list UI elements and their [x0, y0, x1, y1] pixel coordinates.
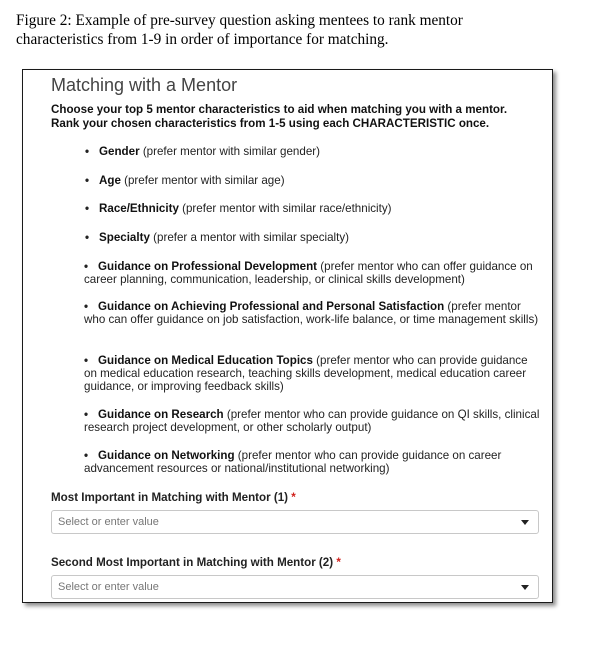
characteristic-desc: (prefer mentor who can offer guidance on career planning, communication, leadership, or clinical skills development) [84, 260, 533, 286]
select-placeholder: Select or enter value [58, 581, 159, 593]
mentor-matching-form [22, 69, 553, 603]
characteristic-item-gender [85, 146, 320, 159]
field-label-text: Most Important in Matching with Mentor (1) [51, 491, 289, 504]
required-marker: * [336, 556, 341, 569]
characteristic-item-age [85, 175, 285, 188]
characteristic-desc: (prefer mentor with similar gender) [139, 145, 320, 158]
caption-line-1: Figure 2: Example of pre-survey question asking mentees to rank mentor [16, 12, 463, 29]
instruction-line-1: Choose your top 5 mentor characteristics to aid when matching you with a mentor. [51, 103, 508, 116]
form-instructions [51, 103, 541, 131]
characteristic-name: Guidance on Research [98, 408, 224, 421]
characteristic-name: Age [99, 174, 121, 187]
bullet-icon: • [85, 145, 90, 158]
required-marker: * [291, 491, 296, 504]
characteristic-name: Guidance on Achieving Professional and Personal Satisfaction [98, 300, 445, 313]
bullet-icon: • [84, 449, 89, 462]
most-important-select[interactable] [51, 510, 539, 534]
field-label-most-important [51, 491, 296, 504]
bullet-icon: • [85, 231, 90, 244]
characteristic-name: Race/Ethnicity [99, 202, 179, 215]
characteristic-name: Specialty [99, 231, 150, 244]
characteristic-desc: (prefer mentor who can provide guidance on career advancement resources or national/institutional networking) [84, 449, 502, 475]
characteristic-desc: (prefer a mentor with similar specialty) [149, 231, 350, 244]
characteristic-item-research [84, 409, 542, 435]
characteristic-desc: (prefer mentor who can offer guidance on job satisfaction, work-life balance, or time management skills) [84, 300, 539, 326]
bullet-icon: • [84, 260, 89, 273]
characteristic-item-race-ethnicity [85, 203, 392, 216]
characteristic-item-satisfaction [84, 301, 542, 327]
figure-caption [16, 11, 576, 49]
bullet-icon: • [84, 408, 89, 421]
characteristic-item-medical-education [84, 355, 542, 393]
instruction-line-2: Rank your chosen characteristics from 1-5 using each CHARACTERISTIC once. [51, 117, 490, 130]
caption-line-2: characteristics from 1-9 in order of importance for matching. [16, 31, 389, 48]
characteristic-item-professional-development [84, 261, 542, 287]
characteristic-name: Guidance on Professional Development [98, 260, 318, 273]
chevron-down-icon[interactable] [521, 585, 529, 590]
characteristic-item-specialty [85, 232, 349, 245]
field-label-second-most-important [51, 556, 341, 569]
characteristic-item-networking [84, 450, 542, 476]
characteristic-name: Guidance on Medical Education Topics [98, 354, 313, 367]
bullet-icon: • [84, 354, 89, 367]
bullet-icon: • [84, 300, 89, 313]
field-label-text: Second Most Important in Matching with Mentor (2) [51, 556, 334, 569]
second-most-important-select[interactable] [51, 575, 539, 599]
bullet-icon: • [85, 202, 90, 215]
form-title: Matching with a Mentor [51, 75, 238, 95]
select-placeholder: Select or enter value [58, 516, 159, 528]
characteristic-desc: (prefer mentor with similar age) [120, 174, 285, 187]
characteristic-name: Gender [99, 145, 140, 158]
characteristic-desc: (prefer mentor who can provide guidance on medical education research, teaching skills development, medical education career guidance, or improving feedback skills) [84, 354, 528, 393]
chevron-down-icon[interactable] [521, 520, 529, 525]
bullet-icon: • [85, 174, 90, 187]
characteristic-desc: (prefer mentor who can provide guidance on QI skills, clinical research project development, or other scholarly output) [84, 408, 540, 434]
characteristic-name: Guidance on Networking [98, 449, 235, 462]
characteristic-desc: (prefer mentor with similar race/ethnicity) [178, 202, 392, 215]
